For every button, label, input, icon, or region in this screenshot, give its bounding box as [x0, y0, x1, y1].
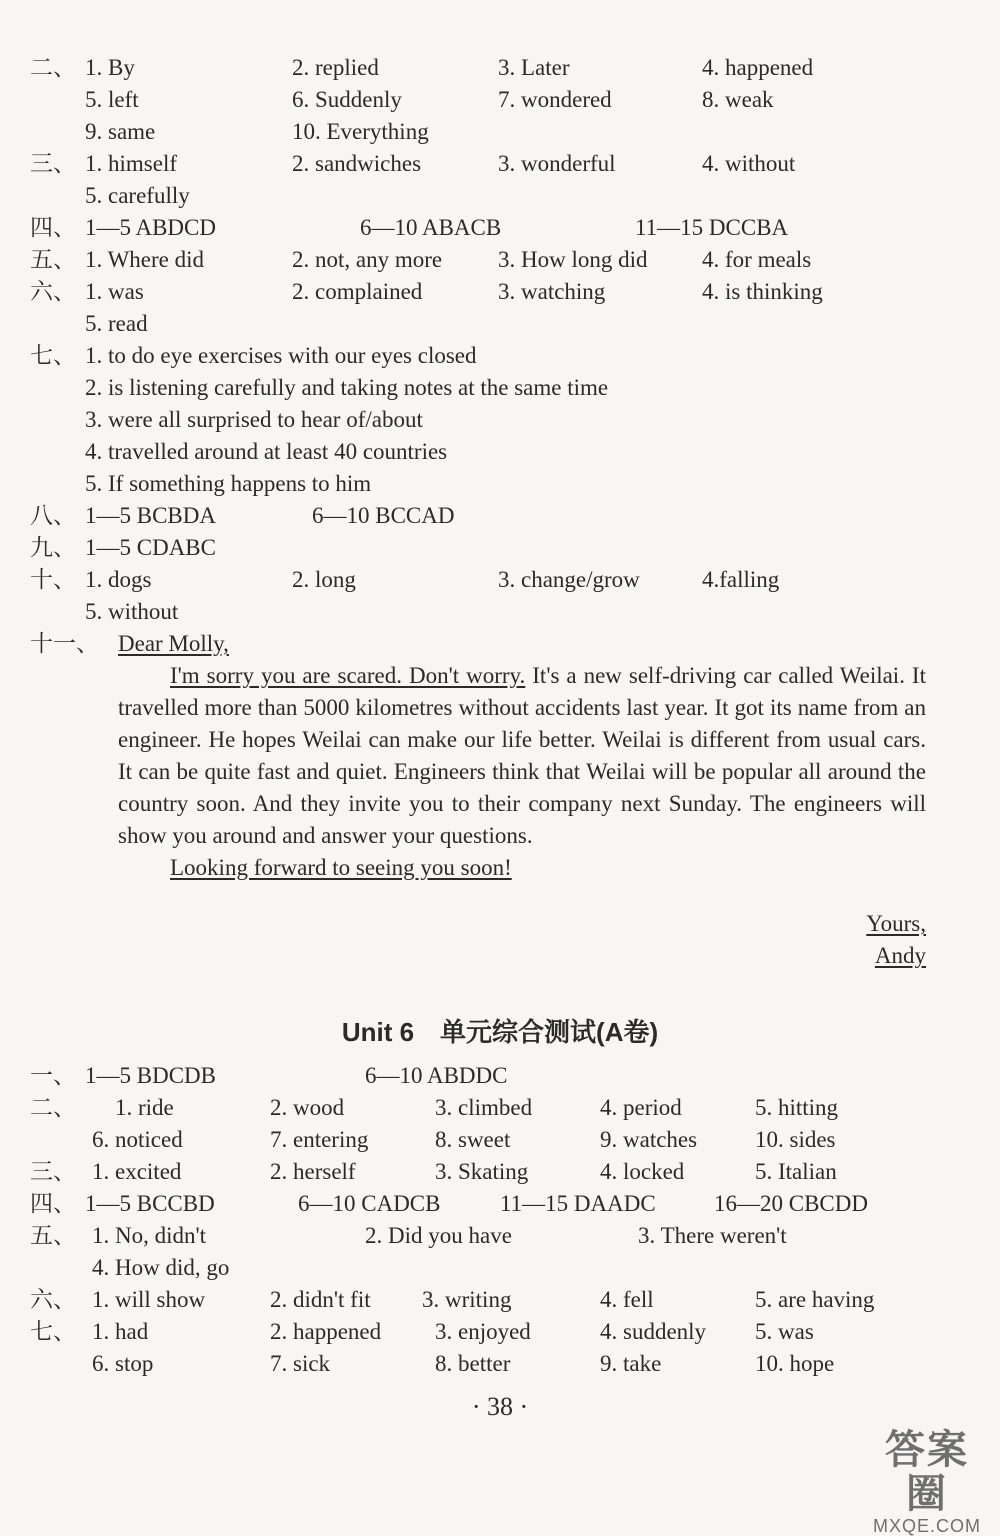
section-8-row	[30, 500, 930, 532]
answer-item: 1—5 BDCDB	[85, 1063, 216, 1088]
section-number: 一、	[30, 1063, 76, 1088]
section-11-header	[30, 628, 930, 660]
section-2-row-3	[30, 116, 930, 148]
answer-item: 1. himself	[85, 151, 177, 176]
letter-greeting: Dear Molly,	[118, 631, 229, 656]
answer-item: 1. Where did	[85, 247, 205, 272]
answer-item: 2. complained	[292, 279, 423, 304]
section-7-row-3	[30, 404, 930, 436]
answer-item: 3. watching	[498, 279, 606, 304]
watermark-logo	[872, 1428, 982, 1536]
answer-item: 9. watches	[600, 1127, 698, 1152]
section-5-row	[30, 244, 930, 276]
answer-item: 5. are having	[755, 1287, 875, 1312]
letter-closing-sentence: Looking forward to seeing you soon!	[170, 855, 512, 880]
section-number: 九、	[30, 535, 76, 560]
unit6-section-1-row	[30, 1060, 930, 1092]
answer-item: 2. replied	[292, 55, 379, 80]
unit6-section-7-row-1	[30, 1316, 930, 1348]
answer-item: 8. better	[435, 1351, 511, 1376]
section-number: 十一、	[30, 631, 99, 656]
section-2-row-1	[30, 52, 930, 84]
answer-item: 2. sandwiches	[292, 151, 422, 176]
unit6-section-7-row-2	[30, 1348, 930, 1380]
letter-yours: Yours,	[866, 911, 926, 936]
section-number: 三、	[30, 1159, 76, 1184]
section-7-row-5	[30, 468, 930, 500]
answer-item: 3. writing	[422, 1287, 512, 1312]
answer-item: 3. enjoyed	[435, 1319, 531, 1344]
section-10-row-1	[30, 564, 930, 596]
section-number: 四、	[30, 215, 76, 240]
answer-item: 5. Italian	[755, 1159, 837, 1184]
letter-paragraph-2	[118, 852, 926, 884]
answer-item: 5. hitting	[755, 1095, 839, 1120]
answer-item: 2. wood	[270, 1095, 345, 1120]
letter-body	[118, 660, 926, 884]
answer-item: 1. ride	[115, 1095, 174, 1120]
unit-6-title: Unit 6 单元综合测试(A卷)	[341, 1017, 659, 1047]
letter-opening-sentence: I'm sorry you are scared. Don't worry.	[170, 663, 526, 688]
section-number: 八、	[30, 503, 76, 528]
answer-item: 11—15 DCCBA	[635, 215, 789, 240]
answer-item: 2. didn't fit	[270, 1287, 371, 1312]
answer-item: 4. for meals	[702, 247, 812, 272]
answer-item: 16—20 CBCDD	[714, 1191, 868, 1216]
answer-item: 5. read	[85, 311, 148, 336]
section-number: 六、	[30, 279, 76, 304]
answer-item: 1. was	[85, 279, 144, 304]
unit6-section-5-row-1	[30, 1220, 930, 1252]
answer-item: 4. How did, go	[92, 1255, 230, 1280]
watermark-title: 答案圈	[885, 1428, 969, 1516]
section-number: 五、	[30, 1223, 76, 1248]
answer-item: 3. climbed	[435, 1095, 533, 1120]
answer-item: 4. without	[702, 151, 796, 176]
answer-item: 1. No, didn't	[92, 1223, 207, 1248]
answer-item: 4. happened	[702, 55, 814, 80]
answer-item: 5. left	[85, 87, 139, 112]
answer-item: 4. suddenly	[600, 1319, 707, 1344]
answer-item: 1. dogs	[85, 567, 152, 592]
answer-item: 6—10 CADCB	[298, 1191, 441, 1216]
answer-item: 6—10 BCCAD	[312, 503, 455, 528]
answer-item: 5. without	[85, 599, 179, 624]
answer-item: 11—15 DAADC	[500, 1191, 656, 1216]
answer-item: 1—5 BCBDA	[85, 503, 216, 528]
section-6-row-2	[30, 308, 930, 340]
answer-item: 1—5 BCCBD	[85, 1191, 215, 1216]
answer-item: 1. By	[85, 55, 135, 80]
answer-item: 3. change/grow	[498, 567, 640, 592]
section-6-row-1	[30, 276, 930, 308]
answer-item: 7. entering	[270, 1127, 369, 1152]
answer-item: 3. How long did	[498, 247, 648, 272]
section-7-row-2	[30, 372, 930, 404]
page-number: · 38 ·	[471, 1392, 529, 1421]
answer-item: 3. wonderful	[498, 151, 616, 176]
section-number: 十、	[30, 567, 76, 592]
section-2-row-2	[30, 84, 930, 116]
answer-item: 3. There weren't	[638, 1223, 787, 1248]
answer-item: 9. take	[600, 1351, 662, 1376]
answer-item: 6. noticed	[92, 1127, 183, 1152]
answer-item: 1. had	[92, 1319, 149, 1344]
answer-item: 4. travelled around at least 40 countries	[85, 439, 448, 464]
answer-item: 4.falling	[702, 567, 780, 592]
answer-item: 4. period	[600, 1095, 682, 1120]
answer-item: 2. Did you have	[365, 1223, 512, 1248]
section-4-row	[30, 212, 930, 244]
letter-signature-row	[600, 940, 926, 972]
answer-item: 5. If something happens to him	[85, 471, 372, 496]
answer-item: 5. was	[755, 1319, 814, 1344]
section-number: 七、	[30, 343, 76, 368]
answer-item: 3. were all surprised to hear of/about	[85, 407, 423, 432]
section-number: 四、	[30, 1191, 76, 1216]
unit6-section-6-row	[30, 1284, 930, 1316]
answer-item: 4. fell	[600, 1287, 654, 1312]
answer-item: 4. is thinking	[702, 279, 823, 304]
answer-item: 1—5 ABDCD	[85, 215, 216, 240]
unit6-section-4-row	[30, 1188, 930, 1220]
answer-item: 7. wondered	[498, 87, 612, 112]
answer-item: 1—5 CDABC	[85, 535, 216, 560]
section-9-row	[30, 532, 930, 564]
letter-body-text: It's a new self-driving car called Weilai. It travelled more than 5000 kilometres without accidents last year. It got its name from an engineer. He hopes Weilai can make our life better. Weilai is different from usual cars. It can be quite fast and quiet. Engineers think that Weilai will be popular all around the country soon. And they invite you to their company next Sunday. The engineers will show you around and answer your questions.	[118, 663, 926, 848]
answer-item: 7. sick	[270, 1351, 331, 1376]
answer-item: 5. carefully	[85, 183, 190, 208]
letter-closing	[600, 908, 926, 940]
section-3-row-1	[30, 148, 930, 180]
section-number: 五、	[30, 247, 76, 272]
section-10-row-2	[30, 596, 930, 628]
letter-signature: Andy	[874, 943, 926, 968]
letter-paragraph-1	[118, 660, 926, 852]
answer-item: 1. excited	[92, 1159, 182, 1184]
answer-item: 6—10 ABDDC	[365, 1063, 508, 1088]
section-7-row-1	[30, 340, 930, 372]
answer-item: 4. locked	[600, 1159, 685, 1184]
answer-item: 2. not, any more	[292, 247, 443, 272]
answer-item: 1. will show	[92, 1287, 206, 1312]
answer-item: 2. long	[292, 567, 356, 592]
answer-item: 8. sweet	[435, 1127, 511, 1152]
answer-item: 3. Later	[498, 55, 570, 80]
section-3-row-2	[30, 180, 930, 212]
answer-item: 10. hope	[755, 1351, 835, 1376]
answer-item: 10. Everything	[292, 119, 429, 144]
section-number: 二、	[30, 1095, 76, 1120]
unit6-section-5-row-2	[30, 1252, 930, 1284]
section-7-row-4	[30, 436, 930, 468]
section-number: 二、	[30, 55, 76, 80]
section-number: 七、	[30, 1319, 76, 1344]
answer-item: 6—10 ABACB	[360, 215, 502, 240]
watermark-url: MXQE.COM	[872, 1516, 981, 1536]
section-number: 三、	[30, 151, 76, 176]
answer-item: 8. weak	[702, 87, 774, 112]
answer-item: 2. herself	[270, 1159, 356, 1184]
answer-item: 10. sides	[755, 1127, 836, 1152]
unit6-section-3-row	[30, 1156, 930, 1188]
answer-item: 2. is listening carefully and taking notes at the same time	[85, 375, 609, 400]
answer-item: 1. to do eye exercises with our eyes closed	[85, 343, 477, 368]
unit6-section-2-row-2	[30, 1124, 930, 1156]
answer-item: 6. Suddenly	[292, 87, 402, 112]
answer-item: 2. happened	[270, 1319, 382, 1344]
answer-item: 3. Skating	[435, 1159, 529, 1184]
answer-item: 6. stop	[92, 1351, 154, 1376]
unit6-section-2-row-1	[30, 1092, 930, 1124]
answer-item: 9. same	[85, 119, 156, 144]
section-number: 六、	[30, 1287, 76, 1312]
